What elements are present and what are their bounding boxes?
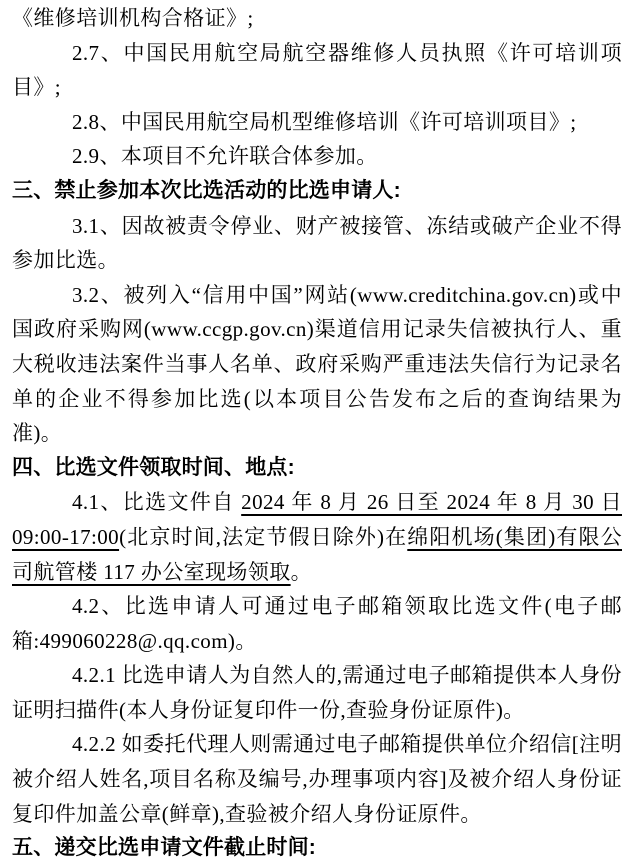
clause-2-8 xyxy=(12,105,622,140)
text-segment: 四、比选文件领取时间、地点: xyxy=(12,455,295,479)
text-segment: 。 xyxy=(290,559,313,584)
clause-2-6-continuation xyxy=(12,1,622,36)
clause-3-2 xyxy=(12,278,622,451)
text-segment: 4.2.2 如委托代理人则需通过电子邮箱提供单位介绍信[注明被介绍人姓名,项目名称及编号,办理事项内容]及被介绍人身份证复印件加盖公章(鲜章),查验被介绍人身份证原件。 xyxy=(12,732,622,826)
text-segment: 2.9、本项目不允许联合体参加。 xyxy=(72,144,378,169)
text-segment: 4.1、比选文件自 xyxy=(72,490,242,515)
clause-3-1 xyxy=(12,209,622,278)
text-segment: 三、禁止参加本次比选活动的比选申请人: xyxy=(12,178,401,202)
clause-4-1 xyxy=(12,485,622,589)
text-segment: 3.1、因故被责令停业、财产被接管、冻结或破产企业不得参加比选。 xyxy=(12,213,622,273)
clause-2-9 xyxy=(12,139,622,174)
clause-4-2 xyxy=(12,589,622,658)
underlined-text-segment: 绵阳机场(集团)有限公司航管楼 117 办公室现场领取 xyxy=(12,524,622,584)
heading-section-5 xyxy=(12,831,622,866)
text-segment: 2.8、中国民用航空局机型维修培训《许可培训项目》; xyxy=(72,109,577,134)
text-segment: 4.2、比选申请人可通过电子邮箱领取比选文件(电子邮箱:499060228@.qq.com)。 xyxy=(12,594,622,653)
text-segment: (北京时间,法定节假日除外)在 xyxy=(119,524,408,549)
clause-4-2-2 xyxy=(12,727,622,831)
text-segment: 3.2、被列入“信用中国”网站(www.creditchina.gov.cn)或中国政府采购网(www.ccgp.gov.cn)渠道信用记录失信被执行人、重大税收违法案件当事人名单、政府采购严重违法失信行为记录名单的企业不得参加比选(以本项目公告发布之后的查询结果为准)。 xyxy=(12,282,622,446)
text-segment: 五、递交比选申请文件截止时间: xyxy=(12,836,316,860)
clause-2-7 xyxy=(12,36,622,105)
heading-section-4 xyxy=(12,451,622,486)
heading-section-3 xyxy=(12,174,622,209)
clause-4-2-1 xyxy=(12,658,622,727)
underlined-text-segment: 2024 年 8 月 26 日至 2024 年 8 月 30 日 09:00-17:00 xyxy=(12,490,622,549)
text-segment: 2.7、中国民用航空局航空器维修人员执照《许可培训项目》; xyxy=(12,40,622,100)
text-segment: 《维修培训机构合格证》; xyxy=(12,6,254,30)
text-segment: 4.2.1 比选申请人为自然人的,需通过电子邮箱提供本人身份证明扫描件(本人身份证复印件一份,查验身份证原件)。 xyxy=(12,663,622,722)
